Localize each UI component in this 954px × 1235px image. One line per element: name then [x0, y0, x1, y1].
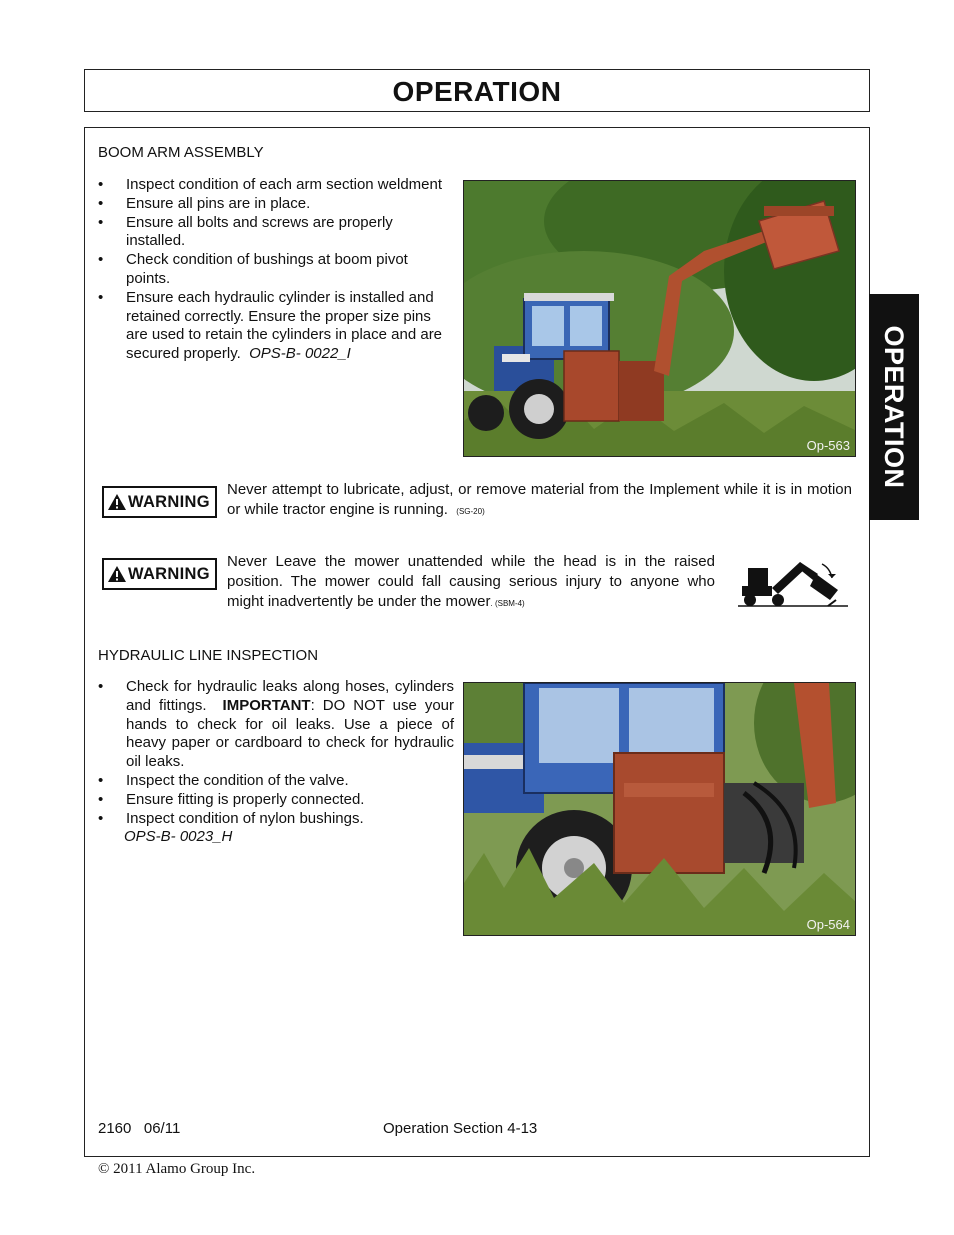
side-section-tab — [869, 294, 919, 520]
hydraulic-checklist — [98, 678, 454, 828]
warning-label: WARNING — [128, 564, 210, 583]
warning-label: WARNING — [128, 492, 210, 511]
hydraulic-ref-code: OPS-B- 0023_H — [124, 828, 233, 845]
header-box — [84, 69, 870, 112]
warning-message-raised-head: Never Leave the mower unattended while the head is in the raised position. The mower could fall causing serious injury to anyone who might inadvertently be under the mower. (SBM-4) — [227, 553, 715, 610]
side-tab-label: OPERATION — [879, 325, 909, 489]
falling-mower-head-icon — [738, 556, 850, 608]
list-item: • Inspect the condition of the valve. — [98, 771, 349, 789]
list-item: • Ensure each hydraulic cylinder is installed and retained correctly. Ensure the proper size pins are used to retain the cylinders in place and are secured properly. OPS-B- 0022_I — [98, 288, 443, 363]
list-item: • Inspect condition of each arm section weldment — [98, 176, 443, 193]
copyright-notice: © 2011 Alamo Group Inc. — [98, 1161, 256, 1177]
hydraulic-heading: HYDRAULIC LINE INSPECTION — [98, 647, 319, 664]
warning-badge — [102, 486, 217, 518]
list-item: • Ensure all bolts and screws are properly installed. — [98, 213, 393, 250]
photo-caption: Op-563 — [806, 438, 850, 453]
tractor-closeup-illustration — [464, 683, 856, 936]
footer-model-date: 2160 06/11 — [98, 1120, 181, 1137]
list-item: • Ensure fitting is properly connected. — [98, 790, 365, 808]
footer-page-number: Operation Section 4-13 — [383, 1120, 538, 1137]
warning-badge — [102, 558, 217, 590]
list-item: • Ensure all pins are in place. — [98, 194, 311, 212]
hydraulic-line-photo — [463, 682, 856, 936]
boom-arm-checklist — [98, 176, 454, 364]
list-item: • Check for hydraulic leaks along hoses, cylinders and fittings. IMPORTANT: DO NOT use your hands to check for oil leaks. Use a piece of heavy paper or cardboard to check for hydraulic oil leaks. — [98, 678, 454, 771]
boom-arm-heading: BOOM ARM ASSEMBLY — [98, 144, 264, 161]
warning-triangle-icon — [107, 493, 127, 511]
boom-ref-code: OPS-B- 0022_I — [249, 345, 351, 363]
boom-arm-photo — [463, 180, 856, 457]
list-item: • Check condition of bushings at boom pivot points. — [98, 251, 408, 287]
warning-triangle-icon — [107, 565, 127, 583]
photo-caption: Op-564 — [806, 917, 850, 932]
warning-message-lubricate: Never attempt to lubricate, adjust, or remove material from the Implement while it is in motion or while tractor engine is running. (SG-20) — [227, 481, 852, 518]
page-title: OPERATION — [392, 76, 562, 107]
list-item: • Inspect condition of nylon bushings. — [98, 809, 364, 827]
tractor-boom-illustration — [464, 181, 856, 457]
